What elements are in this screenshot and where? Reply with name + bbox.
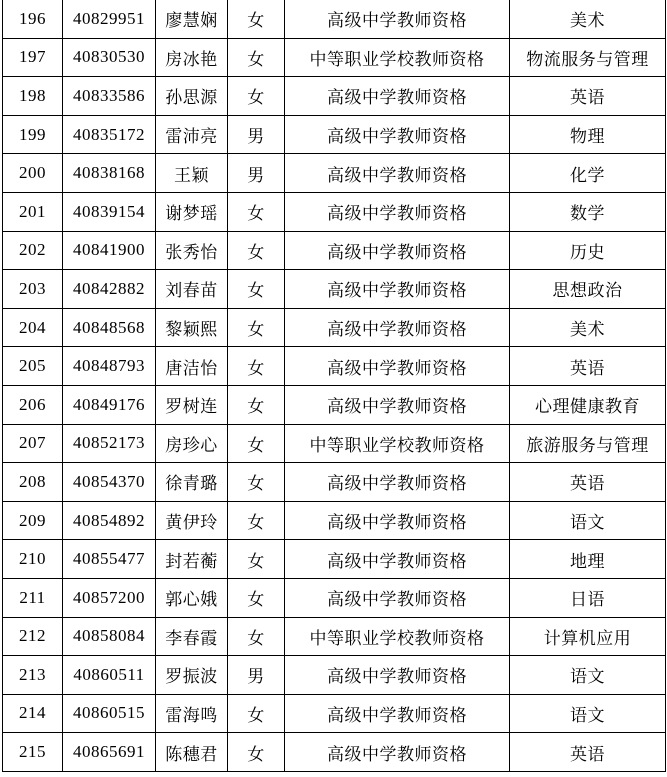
cell-subject: 数学: [510, 192, 666, 231]
cell-name: 李春霞: [156, 617, 228, 656]
cell-id: 40830530: [63, 38, 156, 77]
table-row: [3, 733, 666, 772]
cell-id: 40848793: [63, 347, 156, 386]
teacher-qualification-table: [2, 0, 666, 772]
cell-no: 212: [3, 617, 63, 656]
table-row: [3, 501, 666, 540]
cell-name: 孙思源: [156, 77, 228, 116]
cell-id: 40833586: [63, 77, 156, 116]
cell-no: 199: [3, 115, 63, 154]
cell-qualification: 高级中学教师资格: [285, 115, 510, 154]
cell-no: 209: [3, 501, 63, 540]
cell-subject: 美术: [510, 308, 666, 347]
cell-qualification: 中等职业学校教师资格: [285, 617, 510, 656]
cell-subject: 英语: [510, 463, 666, 502]
cell-id: 40854370: [63, 463, 156, 502]
cell-name: 刘春苗: [156, 270, 228, 309]
cell-id: 40835172: [63, 115, 156, 154]
cell-no: 215: [3, 733, 63, 772]
cell-qualification: 高级中学教师资格: [285, 77, 510, 116]
cell-gender: 女: [228, 38, 285, 77]
cell-gender: 男: [228, 154, 285, 193]
cell-subject: 美术: [510, 0, 666, 38]
cell-id: 40842882: [63, 270, 156, 309]
cell-no: 197: [3, 38, 63, 77]
cell-qualification: 高级中学教师资格: [285, 385, 510, 424]
cell-subject: 计算机应用: [510, 617, 666, 656]
cell-gender: 女: [228, 192, 285, 231]
cell-subject: 语文: [510, 656, 666, 695]
cell-id: 40855477: [63, 540, 156, 579]
cell-subject: 语文: [510, 501, 666, 540]
table-row: [3, 0, 666, 38]
cell-id: 40829951: [63, 0, 156, 38]
cell-qualification: 高级中学教师资格: [285, 540, 510, 579]
table-row: [3, 463, 666, 502]
cell-name: 黄伊玲: [156, 501, 228, 540]
cell-no: 213: [3, 656, 63, 695]
cell-id: 40858084: [63, 617, 156, 656]
cell-name: 王颖: [156, 154, 228, 193]
cell-id: 40860515: [63, 694, 156, 733]
cell-subject: 日语: [510, 578, 666, 617]
cell-qualification: 高级中学教师资格: [285, 0, 510, 38]
cell-no: 210: [3, 540, 63, 579]
cell-no: 211: [3, 578, 63, 617]
cell-name: 封若蘅: [156, 540, 228, 579]
table-body: [3, 0, 666, 771]
cell-qualification: 中等职业学校教师资格: [285, 424, 510, 463]
cell-gender: 女: [228, 308, 285, 347]
table-row: [3, 424, 666, 463]
table-row: [3, 617, 666, 656]
cell-qualification: 高级中学教师资格: [285, 463, 510, 502]
cell-id: 40839154: [63, 192, 156, 231]
cell-gender: 女: [228, 694, 285, 733]
cell-no: 198: [3, 77, 63, 116]
table-row: [3, 192, 666, 231]
cell-id: 40838168: [63, 154, 156, 193]
cell-qualification: 高级中学教师资格: [285, 270, 510, 309]
cell-gender: 女: [228, 463, 285, 502]
table-row: [3, 694, 666, 733]
cell-subject: 英语: [510, 733, 666, 772]
cell-gender: 女: [228, 231, 285, 270]
cell-gender: 女: [228, 270, 285, 309]
cell-qualification: 高级中学教师资格: [285, 347, 510, 386]
cell-gender: 男: [228, 115, 285, 154]
cell-gender: 女: [228, 501, 285, 540]
cell-no: 208: [3, 463, 63, 502]
cell-id: 40852173: [63, 424, 156, 463]
table-row: [3, 540, 666, 579]
cell-name: 房珍心: [156, 424, 228, 463]
cell-name: 陈穗君: [156, 733, 228, 772]
table-row: [3, 231, 666, 270]
cell-id: 40860511: [63, 656, 156, 695]
cell-qualification: 高级中学教师资格: [285, 154, 510, 193]
cell-no: 205: [3, 347, 63, 386]
cell-qualification: 高级中学教师资格: [285, 308, 510, 347]
cell-gender: 女: [228, 0, 285, 38]
cell-qualification: 高级中学教师资格: [285, 733, 510, 772]
cell-id: 40848568: [63, 308, 156, 347]
table-row: [3, 656, 666, 695]
table-row: [3, 578, 666, 617]
cell-id: 40865691: [63, 733, 156, 772]
cell-gender: 女: [228, 578, 285, 617]
cell-subject: 地理: [510, 540, 666, 579]
cell-subject: 物理: [510, 115, 666, 154]
cell-gender: 女: [228, 733, 285, 772]
cell-subject: 语文: [510, 694, 666, 733]
cell-subject: 旅游服务与管理: [510, 424, 666, 463]
cell-no: 207: [3, 424, 63, 463]
table-row: [3, 154, 666, 193]
cell-qualification: 高级中学教师资格: [285, 694, 510, 733]
cell-gender: 女: [228, 617, 285, 656]
cell-no: 206: [3, 385, 63, 424]
cell-gender: 女: [228, 540, 285, 579]
cell-id: 40857200: [63, 578, 156, 617]
cell-subject: 物流服务与管理: [510, 38, 666, 77]
cell-qualification: 中等职业学校教师资格: [285, 38, 510, 77]
cell-qualification: 高级中学教师资格: [285, 656, 510, 695]
cell-name: 唐洁怡: [156, 347, 228, 386]
cell-qualification: 高级中学教师资格: [285, 231, 510, 270]
cell-gender: 女: [228, 77, 285, 116]
cell-id: 40854892: [63, 501, 156, 540]
cell-name: 雷海鸣: [156, 694, 228, 733]
cell-name: 谢梦瑶: [156, 192, 228, 231]
cell-id: 40841900: [63, 231, 156, 270]
cell-subject: 英语: [510, 77, 666, 116]
cell-subject: 历史: [510, 231, 666, 270]
cell-subject: 心理健康教育: [510, 385, 666, 424]
cell-gender: 女: [228, 424, 285, 463]
cell-name: 房冰艳: [156, 38, 228, 77]
cell-name: 罗振波: [156, 656, 228, 695]
cell-no: 203: [3, 270, 63, 309]
cell-qualification: 高级中学教师资格: [285, 192, 510, 231]
cell-name: 张秀怡: [156, 231, 228, 270]
cell-gender: 女: [228, 385, 285, 424]
cell-id: 40849176: [63, 385, 156, 424]
cell-no: 200: [3, 154, 63, 193]
table-row: [3, 385, 666, 424]
table-row: [3, 308, 666, 347]
cell-name: 郭心娥: [156, 578, 228, 617]
table-row: [3, 347, 666, 386]
table-row: [3, 38, 666, 77]
cell-name: 雷沛亮: [156, 115, 228, 154]
cell-name: 罗树连: [156, 385, 228, 424]
cell-subject: 思想政治: [510, 270, 666, 309]
cell-qualification: 高级中学教师资格: [285, 578, 510, 617]
cell-name: 黎颖熙: [156, 308, 228, 347]
cell-subject: 英语: [510, 347, 666, 386]
cell-no: 204: [3, 308, 63, 347]
cell-no: 214: [3, 694, 63, 733]
cell-gender: 女: [228, 347, 285, 386]
cell-gender: 男: [228, 656, 285, 695]
table-row: [3, 77, 666, 116]
cell-no: 202: [3, 231, 63, 270]
table-row: [3, 270, 666, 309]
cell-subject: 化学: [510, 154, 666, 193]
cell-no: 196: [3, 0, 63, 38]
table-row: [3, 115, 666, 154]
cell-no: 201: [3, 192, 63, 231]
cell-name: 廖慧娴: [156, 0, 228, 38]
cell-qualification: 高级中学教师资格: [285, 501, 510, 540]
cell-name: 徐青璐: [156, 463, 228, 502]
